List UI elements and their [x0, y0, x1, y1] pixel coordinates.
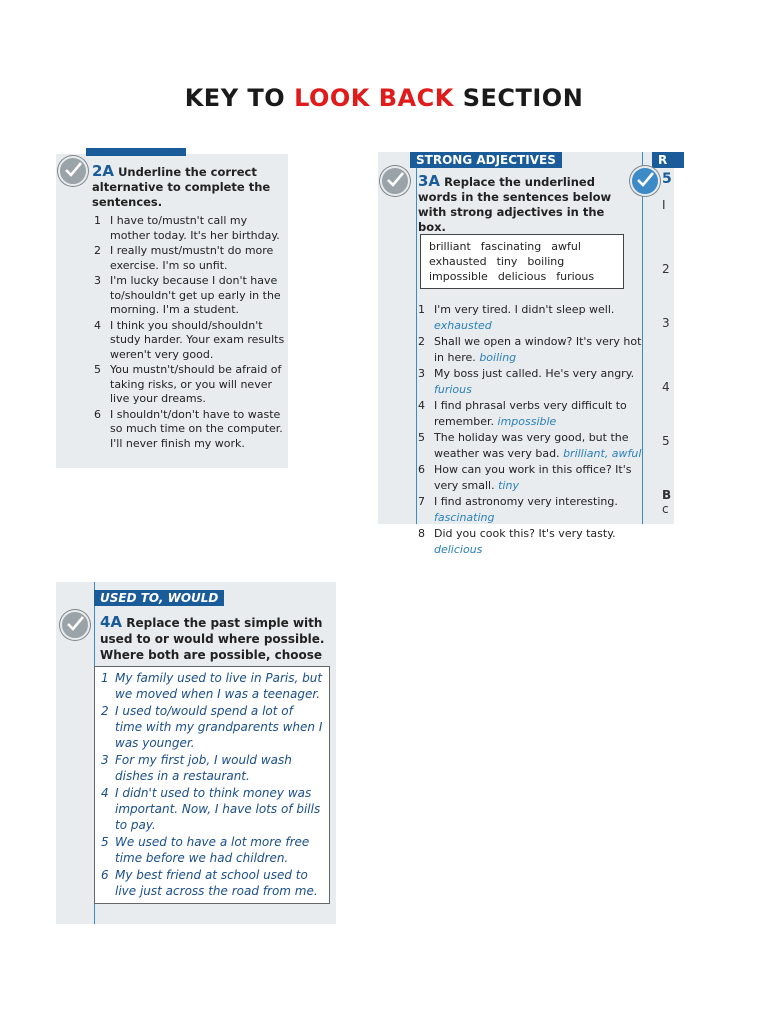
list-item [416, 334, 642, 365]
margin-number: 4 [662, 380, 670, 394]
answer-box [94, 666, 330, 904]
answer-item [101, 785, 323, 833]
list-item [92, 363, 288, 407]
title-part-3: SECTION [453, 84, 584, 112]
exercise-number: 3A [418, 172, 441, 190]
item-text: I used to/would spend a lot of time with my grandparents when I was younger. [115, 704, 323, 750]
item-text: I find phrasal verbs very difficult to remember. [434, 399, 627, 428]
list-item [416, 494, 642, 525]
item-number: 3 [101, 753, 109, 767]
item-number: 1 [418, 303, 425, 316]
answer-item [101, 703, 323, 751]
item-number: 6 [418, 463, 425, 476]
item-number: 1 [94, 214, 101, 227]
item-text: How can you work in this office? It's very small. [434, 463, 632, 492]
item-answer: impossible [497, 414, 557, 428]
item-number: 7 [418, 495, 425, 508]
word-box [420, 234, 624, 289]
item-text: I really must/mustn't do more exercise. I'm so unfit. [110, 244, 274, 272]
box-word: fascinating [480, 240, 542, 253]
margin-number: 2 [662, 262, 670, 276]
box-word: furious [556, 270, 595, 283]
box-word: brilliant [429, 240, 471, 253]
exercise-3a-items [416, 302, 642, 558]
item-answer: boiling [479, 350, 517, 364]
margin-numbers [662, 172, 674, 516]
panel-2a [56, 154, 288, 468]
list-item [416, 462, 642, 493]
item-answer: brilliant, awful [563, 446, 642, 460]
margin-number: B [662, 488, 672, 502]
item-text: I have to/mustn't call my mother today. It's her birthday. [110, 214, 280, 242]
item-text: We used to have a lot more free time before we had children. [115, 835, 310, 865]
section-tab-used-to-would: USED TO, WOULD [94, 590, 224, 606]
exercise-number: 4A [100, 613, 123, 631]
list-item [416, 398, 642, 429]
item-text: I shouldn't/don't have to waste so much time on the computer. I'll never finish my work. [110, 407, 283, 450]
margin-number: I [662, 198, 666, 212]
page-title [0, 84, 768, 112]
list-item [92, 214, 288, 243]
item-text: For my first job, I would wash dishes in a restaurant. [115, 753, 292, 783]
exercise-2a-items [92, 214, 288, 452]
list-item [92, 274, 288, 318]
checkmark-icon [58, 156, 88, 186]
item-number: 2 [101, 704, 109, 718]
exercise-3a-heading [418, 174, 624, 235]
section-tab-right: R [652, 152, 684, 168]
checkmark-icon-right [630, 166, 660, 196]
exercise-2a-heading [92, 164, 282, 210]
item-text: I'm very tired. I didn't sleep well. [434, 303, 615, 316]
item-number: 1 [101, 671, 109, 685]
exercise-instruction: Replace the underlined words in the sentences below with strong adjectives in the box. [418, 175, 612, 234]
margin-number: 3 [662, 316, 670, 330]
item-answer: tiny [498, 478, 519, 492]
answer-item [101, 752, 323, 784]
exercise-4a-heading [100, 614, 332, 663]
list-item [92, 319, 288, 363]
answer-item [101, 834, 323, 866]
item-number: 5 [94, 363, 101, 376]
panel-4a [56, 582, 336, 924]
answer-item [101, 867, 323, 899]
item-answer: fascinating [434, 510, 495, 524]
list-item [416, 430, 642, 461]
item-number: 2 [418, 335, 425, 348]
item-number: 6 [94, 407, 101, 421]
item-text: I didn't used to think money was important. Now, I have lots of bills to pay. [115, 786, 321, 832]
item-text: I think you should/shouldn't study harder. Your exam results weren't very good. [110, 318, 285, 361]
box-word: boiling [527, 255, 565, 268]
item-text: My boss just called. He's very angry. [434, 367, 635, 380]
item-answer: exhausted [434, 318, 492, 332]
box-word: tiny [496, 255, 518, 268]
list-item [416, 302, 642, 333]
item-text: You mustn't/should be afraid of taking risks, or you will never live your dreams. [110, 363, 282, 405]
title-part-2: LOOK BACK [294, 84, 454, 112]
margin-number: 5 [662, 434, 670, 448]
item-number: 4 [101, 786, 109, 800]
margin-line-right [642, 152, 643, 524]
box-word: delicious [497, 270, 547, 283]
item-number: 4 [418, 399, 425, 412]
item-text: I find astronomy very interesting. [434, 495, 618, 508]
exercise-number: 2A [92, 162, 115, 180]
panel-3a [378, 152, 674, 556]
box-word: exhausted [429, 255, 487, 268]
title-part-1: KEY TO [184, 84, 295, 112]
checkmark-icon [380, 166, 410, 196]
exercise-instruction-2: used to or would where possible. [100, 632, 325, 646]
item-text: The holiday was very good, but the weather was very bad. [434, 431, 629, 460]
checkmark-icon [60, 610, 90, 640]
item-number: 2 [94, 244, 101, 257]
exercise-instruction: Underline the correct alternative to complete the sentences. [92, 165, 271, 209]
margin-number: c [662, 502, 669, 516]
panel-2a-tab [86, 148, 186, 156]
item-number: 5 [418, 431, 425, 444]
answer-item [101, 670, 323, 702]
margin-number: 5 [662, 171, 672, 187]
item-text: My best friend at school used to live just across the road from me. [115, 868, 318, 898]
item-number: 6 [101, 868, 109, 882]
list-item [416, 366, 642, 397]
exercise-instruction-1: Replace the past simple with [126, 616, 323, 630]
item-number: 3 [94, 274, 101, 287]
box-word: impossible [429, 270, 488, 283]
item-answer: furious [434, 382, 472, 396]
item-text: Did you cook this? It's very tasty. [434, 527, 616, 540]
list-item [92, 244, 288, 273]
item-text: My family used to live in Paris, but we moved when I was a teenager. [115, 671, 323, 701]
box-word: awful [551, 240, 581, 253]
item-number: 3 [418, 367, 425, 380]
item-answer: delicious [434, 542, 483, 556]
item-number: 5 [101, 835, 109, 849]
list-item [92, 408, 288, 452]
item-text: I'm lucky because I don't have to/shouldn't get up early in the morning. I'm a student. [110, 274, 281, 316]
item-number: 4 [94, 318, 101, 332]
exercise-instruction-3: Where both are possible, choose [100, 648, 323, 662]
item-number: 8 [418, 527, 425, 540]
item-text: Shall we open a window? It's very hot in here. [434, 335, 642, 364]
list-item [416, 526, 642, 557]
section-tab-strong-adjectives: STRONG ADJECTIVES [410, 152, 562, 168]
